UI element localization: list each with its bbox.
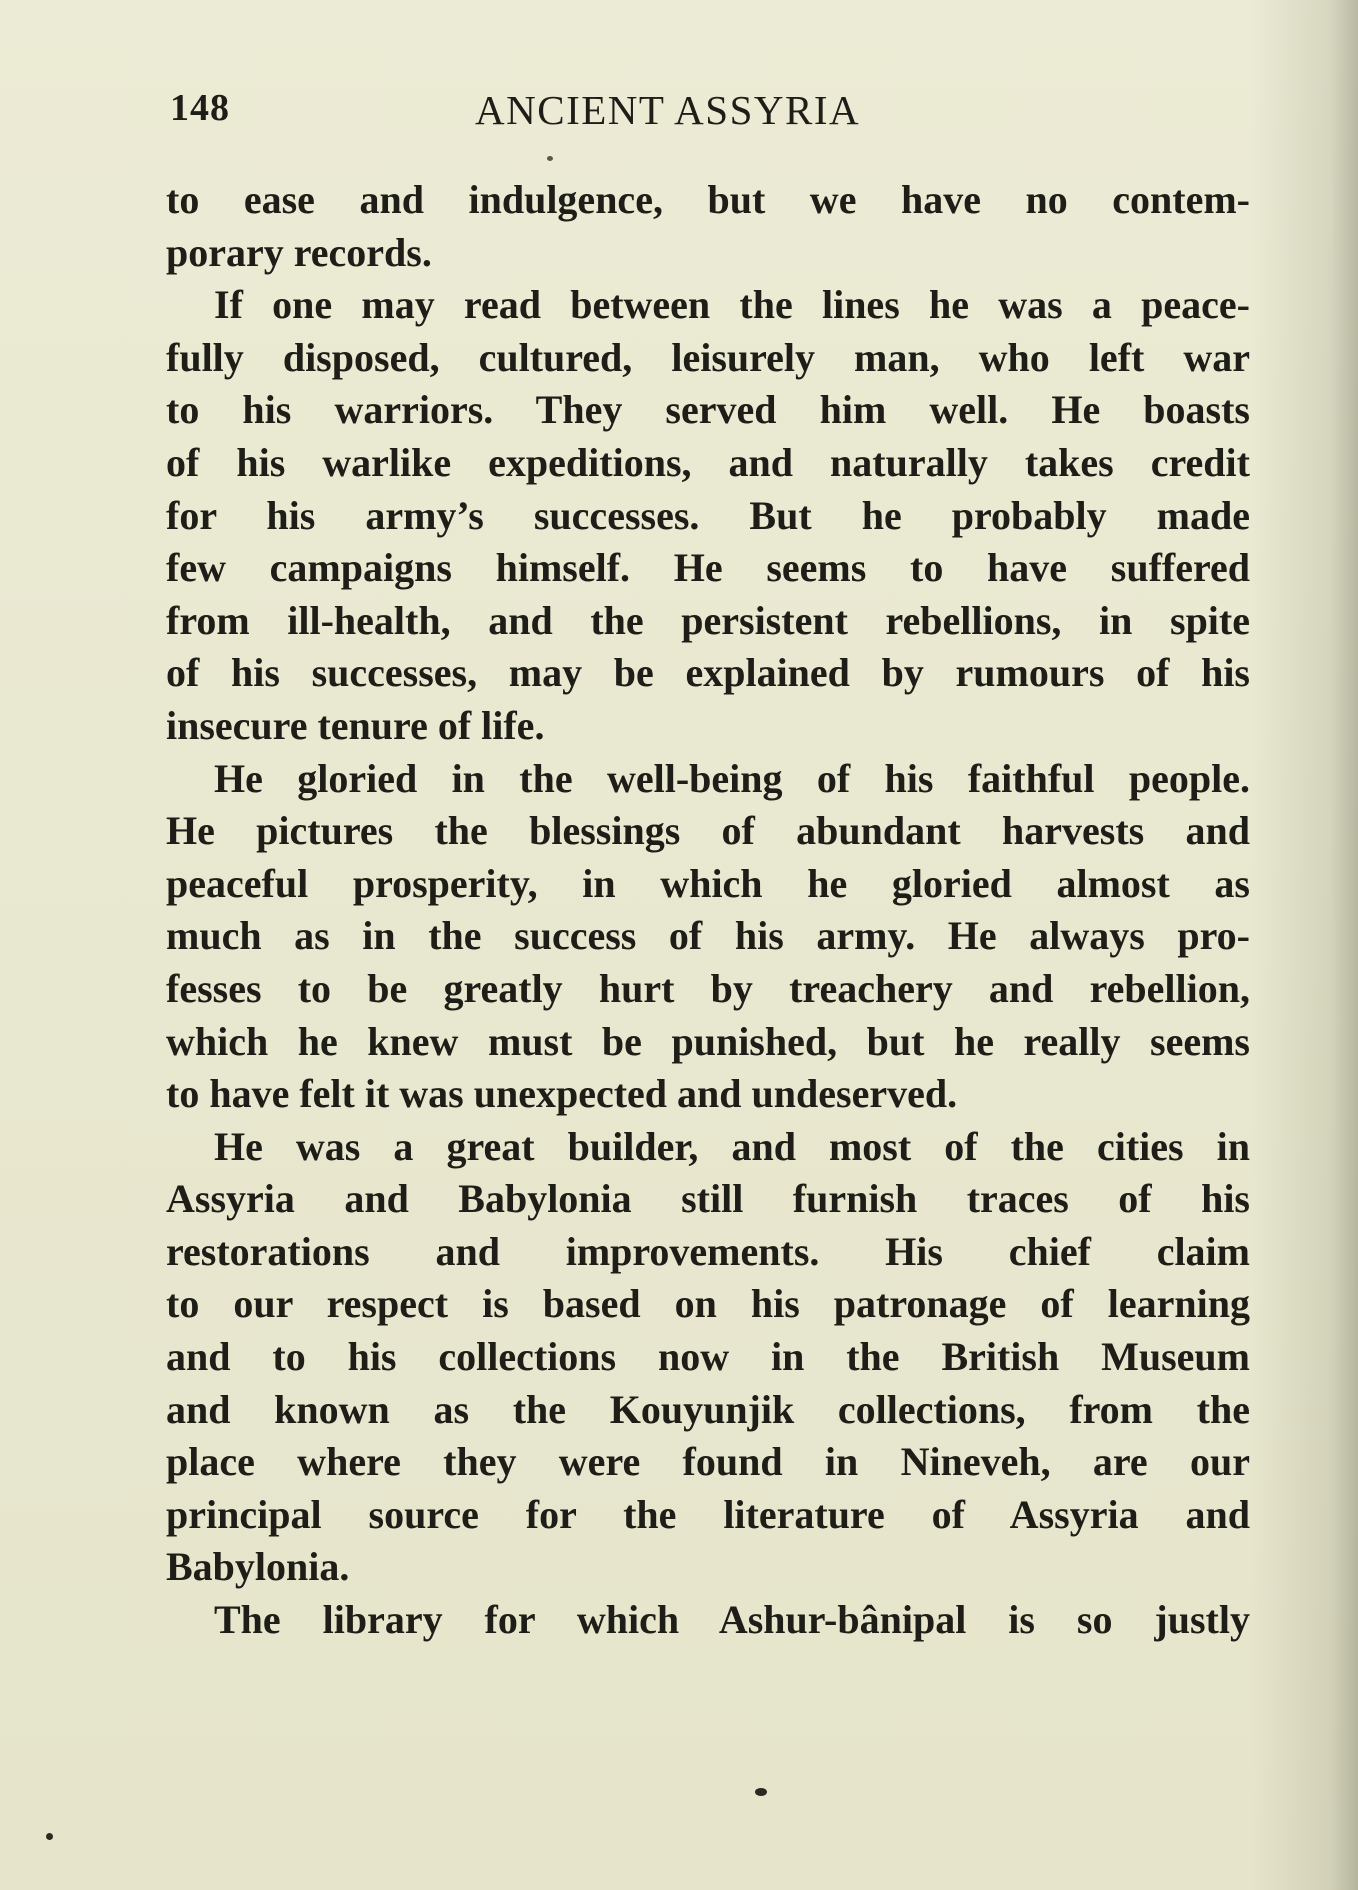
text-line: peaceful prosperity, in which he gloried almost as — [166, 860, 1250, 906]
text-line: from ill-health, and the persistent rebellions, in spite — [166, 597, 1250, 643]
text-line: to our respect is based on his patronage of learning — [166, 1281, 1250, 1327]
ink-speck — [547, 156, 553, 161]
text-line: He gloried in the well-being of his faithful people. — [214, 755, 1250, 801]
text-line: to his warriors. They served him well. He boasts — [166, 387, 1250, 433]
page-number: 148 — [170, 87, 230, 129]
text-line: much as in the success of his army. He always pro- — [166, 913, 1250, 959]
text-line: restorations and improvements. His chief claim — [166, 1228, 1250, 1274]
text-line: for his army’s successes. But he probably made — [166, 492, 1250, 538]
text-line: Assyria and Babylonia still furnish traces of his — [166, 1176, 1250, 1222]
text-line: of his successes, may be explained by rumours of his — [166, 650, 1250, 696]
text-line: insecure tenure of life. — [166, 702, 545, 748]
text-line: fully disposed, cultured, leisurely man, who left war — [166, 334, 1250, 380]
text-line: which he knew must be punished, but he really seems — [166, 1018, 1250, 1064]
text-line: to ease and indulgence, but we have no contem- — [166, 177, 1250, 222]
text-line: The library for which Ashur-bânipal is so justly — [214, 1597, 1250, 1643]
text-line: and to his collections now in the British Museum — [166, 1334, 1250, 1380]
text-line: of his warlike expeditions, and naturally takes credit — [166, 439, 1250, 485]
text-line: He pictures the blessings of abundant harvests and — [166, 808, 1250, 854]
ink-speck — [755, 1788, 767, 1796]
text-line: and known as the Kouyunjik collections, from the — [166, 1386, 1250, 1432]
text-line: fesses to be greatly hurt by treachery and rebellion, — [166, 965, 1250, 1011]
running-head: ANCIENT ASSYRIA — [475, 87, 861, 133]
ink-speck — [46, 1833, 53, 1840]
text-line: to have felt it was unexpected and undeserved. — [166, 1071, 958, 1117]
text-line: If one may read between the lines he was a peace- — [214, 282, 1250, 328]
body-text — [166, 174, 1250, 1647]
text-line: principal source for the literature of Assyria and — [166, 1491, 1250, 1537]
text-line: place where they were found in Nineveh, are our — [166, 1439, 1250, 1485]
text-line: porary records. — [166, 229, 432, 275]
page-header — [170, 86, 1250, 146]
text-line: Babylonia. — [166, 1544, 350, 1590]
text-line: He was a great builder, and most of the cities in — [214, 1123, 1250, 1169]
text-line: few campaigns himself. He seems to have suffered — [166, 545, 1250, 591]
